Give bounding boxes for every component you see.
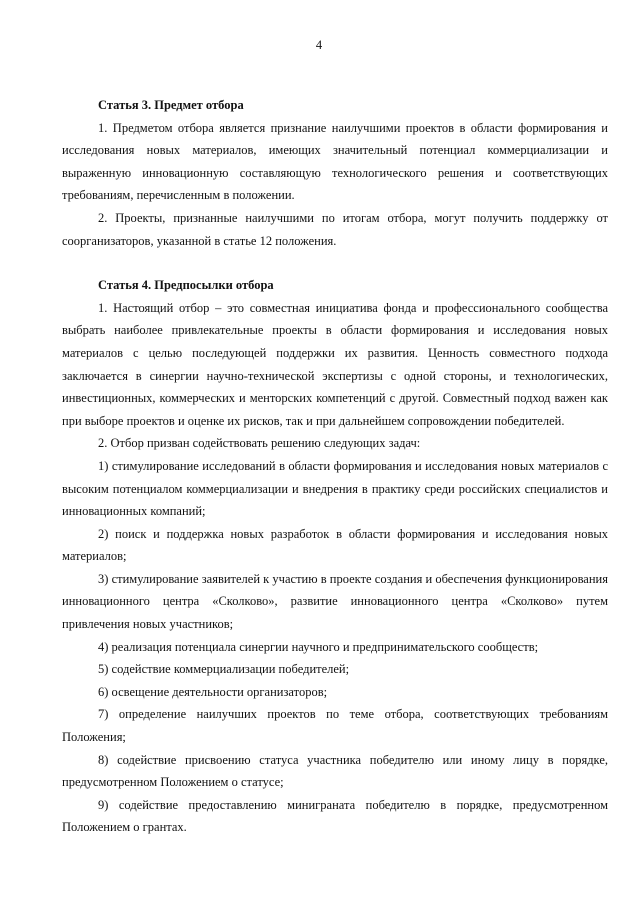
task-list-item: 2) поиск и поддержка новых разработок в области формирования и исследования новых материалов; bbox=[62, 526, 608, 564]
section-spacer bbox=[62, 252, 608, 274]
task-list-item: 6) освещение деятельности организаторов; bbox=[98, 684, 328, 699]
task-list-item: 1) стимулирование исследований в области формирования и исследования новых материалов с высоким потенциалом коммерциализации и внедрения в практику среди российских специалистов и инновационных компаний; bbox=[62, 458, 608, 519]
document-body bbox=[62, 94, 608, 839]
section-3-paragraph: 1. Предметом отбора является признание наилучшими проектов в области формирования и исследования новых материалов, имеющих значительный потенциал коммерциализации и выраженную инновационную составляющую технологического решения и соответствующих требованиям, перечисленным в положении. bbox=[62, 120, 608, 203]
section-3-paragraph: 2. Проекты, признанные наилучшими по итогам отбора, могут получить поддержку от соорганизаторов, указанной в статье 12 положения. bbox=[62, 210, 608, 248]
section-4-paragraph: 2. Отбор призван содействовать решению следующих задач: bbox=[98, 436, 421, 451]
task-list-item: 7) определение наилучших проектов по теме отбора, соответствующих требованиям Положения; bbox=[62, 707, 608, 745]
task-list-item: 9) содействие предоставлению миниграната победителю в порядке, предусмотренном Положением о грантах. bbox=[62, 797, 608, 835]
section-4-paragraph: 1. Настоящий отбор – это совместная инициатива фонда и профессионального сообщества выбрать наиболее привлекательные проекты в области формирования и исследования новых материалов с целью последующей поддержки их развития. Ценность совместного подхода заключается в синергии научно-технической экспертизы с одной стороны, и технологических, инвестиционных, коммерческих и менторских компетенций с другой. Совместный подход важен как при выборе проектов и оценке их рисков, так и при дальнейшем сопровождении победителей. bbox=[62, 300, 608, 428]
task-list-item: 3) стимулирование заявителей к участию в проекте создания и обеспечения функционирования инновационного центра «Сколково», развитие инновационного центра «Сколково» путем привлечения новых участников; bbox=[62, 571, 608, 632]
page-number: 4 bbox=[315, 38, 323, 52]
task-list-item: 5) содействие коммерциализации победителей; bbox=[98, 662, 350, 677]
section-4-title: Статья 4. Предпосылки отбора bbox=[98, 278, 274, 293]
section-3-title: Статья 3. Предмет отбора bbox=[98, 98, 244, 112]
task-list-item: 4) реализация потенциала синергии научного и предпринимательского сообществ; bbox=[98, 639, 539, 654]
task-list-item: 8) содействие присвоению статуса участника победителю или иному лицу в порядке, предусмотренном Положением о статусе; bbox=[62, 752, 608, 790]
